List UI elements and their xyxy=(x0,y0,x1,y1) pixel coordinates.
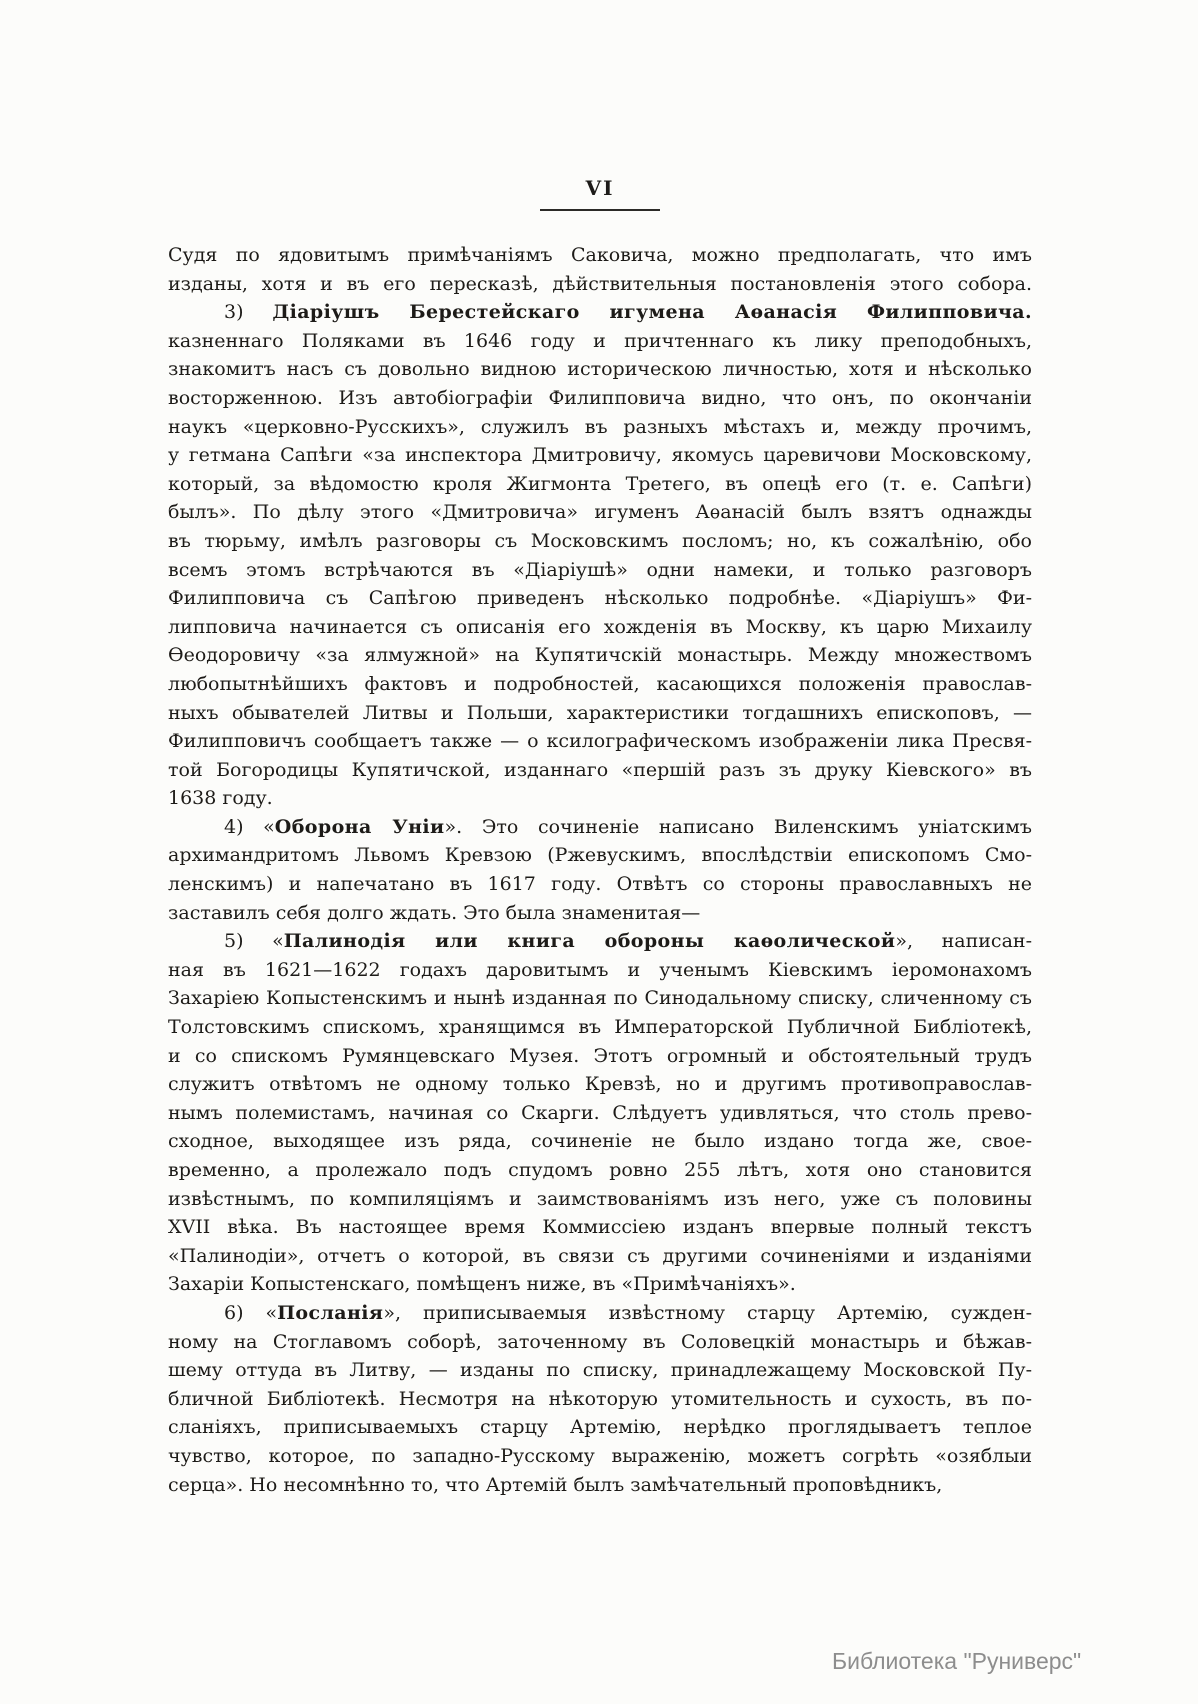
text-segment: липповича начинается съ описанія его хожденія въ Москву, къ царю Михаилу xyxy=(168,615,1032,638)
text-line xyxy=(168,1270,1032,1299)
text-segment: сходное, выходящее изъ ряда, сочиненіе не было издано тогда же, свое- xyxy=(168,1130,1032,1153)
page-number: VI xyxy=(585,176,615,200)
folio-rule xyxy=(540,209,660,211)
text-line xyxy=(168,899,1032,928)
text-segment: извѣстнымъ, по компиляціямъ и заимствованіямъ изъ него, уже съ половины xyxy=(168,1187,1032,1210)
text-line xyxy=(168,1471,1032,1500)
text-line xyxy=(168,1070,1032,1099)
text-line xyxy=(168,1127,1032,1156)
text-segment: заставилъ себя долго ждать. Это была знаменитая— xyxy=(168,901,701,924)
text-line xyxy=(168,498,1032,527)
text-segment: », написан- xyxy=(895,930,1032,953)
text-segment: любопытнѣйшихъ фактовъ и подробностей, касающихся положенія православ- xyxy=(168,672,1032,695)
text-line xyxy=(168,527,1032,556)
text-segment: знакомитъ насъ съ довольно видною историческою личностью, хотя и нѣсколько xyxy=(168,358,1032,381)
text-segment: нымъ полемистамъ, начиная со Скарги. Слѣдуетъ удивляться, что столь прево- xyxy=(168,1101,1032,1124)
text-line xyxy=(168,727,1032,756)
text-segment: бличной Библіотекѣ. Несмотря на нѣкоторую утомительность и сухость, въ по- xyxy=(168,1387,1032,1410)
page-content xyxy=(168,176,1032,1499)
text-segment: архимандритомъ Львомъ Кревзою (Ржевускимъ, впослѣдствіи епископомъ Смо- xyxy=(168,844,1032,867)
text-segment: «Палинодіи», отчетъ о которой, въ связи съ другими сочиненіями и изданіями xyxy=(168,1244,1032,1267)
text-line xyxy=(168,956,1032,985)
text-segment: 3) xyxy=(224,301,273,324)
text-line xyxy=(168,670,1032,699)
text-segment: восторженною. Изъ автобіографіи Филипповича видно, что онъ, по окончаніи xyxy=(168,386,1032,409)
text-line xyxy=(168,841,1032,870)
text-line xyxy=(168,556,1032,585)
text-segment: наукъ «церковно-Русскихъ», служилъ въ разныхъ мѣстахъ и, между прочимъ, xyxy=(168,415,1032,438)
text-segment: ная въ 1621—1622 годахъ даровитымъ и ученымъ Кіевскимъ іеромонахомъ xyxy=(168,958,1032,981)
text-line xyxy=(168,1213,1032,1242)
entry-title: Оборона Уніи xyxy=(274,815,445,838)
text-segment: и со спискомъ Румянцевскаго Музея. Этотъ огромный и обстоятельный трудъ xyxy=(168,1044,1032,1067)
text-line xyxy=(168,355,1032,384)
text-segment: у гетмана Сапѣги «за инспектора Дмитровичу, якомусь царевичови Московскому, xyxy=(168,444,1032,467)
text-segment: ному на Стоглавомъ соборѣ, заточенному въ Соловецкій монастырь и бѣжав- xyxy=(168,1330,1032,1353)
text-segment: Судя по ядовитымъ примѣчаніямъ Саковича, можно предполагать, что имъ xyxy=(168,244,1032,266)
text-segment: Ѳеодоровичу «за ялмужной» на Купятичскій монастырь. Между множествомъ xyxy=(168,644,1032,667)
text-segment: который, за вѣдомостю кроля Жигмонта Третего, въ опецѣ его (т. е. Сапѣги) xyxy=(168,472,1032,495)
text-segment: Толстовскимъ спискомъ, хранящимся въ Императорской Публичной Библіотекѣ, xyxy=(168,1016,1032,1039)
text-segment: изданы, хотя и въ его пересказѣ, дѣйствительныя постановленія этого собора. xyxy=(168,272,1032,295)
text-segment: всемъ этомъ встрѣчаются въ «Діаріушѣ» одни намеки, и только разговоръ xyxy=(168,558,1032,581)
text-line xyxy=(168,384,1032,413)
text-segment: былъ». По дѣлу этого «Дмитровича» игуменъ Аѳанасій былъ взятъ однажды xyxy=(168,501,1032,524)
text-segment: ». Это сочиненіе написано Виленскимъ уніатскимъ xyxy=(444,815,1032,838)
text-line xyxy=(168,270,1032,299)
text-segment: 6) « xyxy=(224,1301,278,1324)
text-segment: той Богородицы Купятичской, изданнаго «першій разъ зъ друку Кіевского» въ xyxy=(168,758,1032,781)
text-line xyxy=(168,927,1032,956)
entry-title: Діаріушъ Берестейскаго игумена Аѳанасія Филипповича. xyxy=(272,301,1032,324)
text-segment: временно, а пролежало подъ спудомъ ровно 255 лѣтъ, хотя оно становится xyxy=(168,1159,1032,1181)
text-line xyxy=(168,1242,1032,1271)
text-segment: Филипповича съ Сапѣгою приведенъ нѣсколько подробнѣе. «Діаріушъ» Фи- xyxy=(168,587,1032,610)
text-line xyxy=(168,699,1032,728)
text-line xyxy=(168,413,1032,442)
text-line xyxy=(168,813,1032,842)
text-line xyxy=(168,1185,1032,1214)
text-line xyxy=(168,298,1032,327)
watermark: Библиотека "Руниверс" xyxy=(832,1648,1082,1674)
text-line xyxy=(168,1328,1032,1357)
text-line xyxy=(168,641,1032,670)
text-line xyxy=(168,1156,1032,1185)
text-line xyxy=(168,984,1032,1013)
text-segment: Филипповичъ сообщаетъ также — о ксилографическомъ изображеніи лика Пресвя- xyxy=(168,730,1032,753)
text-line xyxy=(168,613,1032,642)
text-line xyxy=(168,870,1032,899)
text-segment: Захаріи Копыстенскаго, помѣщенъ ниже, въ «Примѣчаніяхъ». xyxy=(168,1273,796,1296)
text-line xyxy=(168,327,1032,356)
text-segment: 5) « xyxy=(224,930,284,953)
text-segment: сланіяхъ, приписываемыхъ старцу Артемію, нерѣдко проглядываетъ теплое xyxy=(168,1416,1032,1439)
text-line xyxy=(168,1413,1032,1442)
text-block xyxy=(168,241,1032,1499)
text-line xyxy=(168,1442,1032,1471)
text-line xyxy=(168,470,1032,499)
entry-title: Палинодія или книга обороны каѳолической xyxy=(283,930,896,953)
text-segment: въ тюрьму, имѣлъ разговоры съ Московскимъ посломъ; но, къ сожалѣнію, обо xyxy=(168,529,1032,552)
text-line xyxy=(168,1042,1032,1071)
text-segment: 1638 году. xyxy=(168,787,273,810)
text-segment: служитъ отвѣтомъ не одному только Кревзѣ, но и другимъ противоправослав- xyxy=(168,1073,1032,1096)
text-line xyxy=(168,784,1032,813)
text-segment: казненнаго Поляками въ 1646 году и причтеннаго къ лику преподобныхъ, xyxy=(168,329,1032,352)
text-segment: », приписываемыя извѣстному старцу Артемію, сужден- xyxy=(383,1301,1032,1324)
entry-title: Посланія xyxy=(277,1301,384,1324)
text-segment: ленскимъ) и напечатано въ 1617 году. Отвѣтъ со стороны православныхъ не xyxy=(168,873,1032,896)
text-segment: шему оттуда въ Литву, — изданы по списку, принадлежащему Московской Пу- xyxy=(168,1359,1032,1382)
text-line xyxy=(168,1013,1032,1042)
text-segment: 4) « xyxy=(224,815,275,838)
text-line xyxy=(168,1099,1032,1128)
text-segment: Захаріею Копыстенскимъ и нынѣ изданная по Синодальному списку, сличенному съ xyxy=(168,987,1032,1010)
text-line xyxy=(168,1299,1032,1328)
text-segment: XVII вѣка. Въ настоящее время Коммиссіею изданъ впервые полный текстъ xyxy=(168,1216,1032,1239)
text-line xyxy=(168,1356,1032,1385)
text-line xyxy=(168,441,1032,470)
text-segment: серца». Но несомнѣнно то, что Артемій былъ замѣчательный проповѣдникъ, xyxy=(168,1473,943,1496)
text-line xyxy=(168,1385,1032,1414)
text-segment: чувство, которое, по западно-Русскому выраженію, можетъ согрѣть «озяблыи xyxy=(168,1444,1032,1467)
text-segment: ныхъ обывателей Литвы и Польши, характеристики тогдашнихъ епископовъ, — xyxy=(168,701,1032,724)
text-line xyxy=(168,584,1032,613)
text-line xyxy=(168,756,1032,785)
text-line xyxy=(168,241,1032,270)
